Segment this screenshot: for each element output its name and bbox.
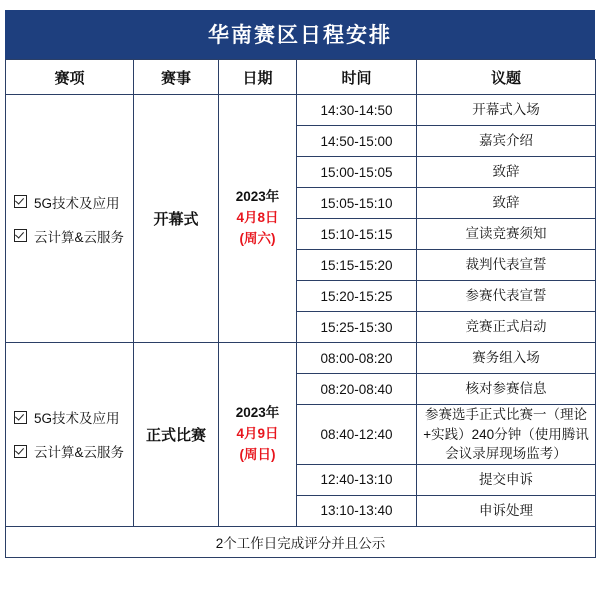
- checkbox-item[interactable]: [6, 434, 133, 468]
- row-time: 14:50-15:00: [297, 126, 417, 157]
- row-time: 12:40-13:10: [297, 464, 417, 495]
- checkbox-checked-icon[interactable]: [14, 445, 27, 458]
- checkbox-label: 5G技术及应用: [34, 195, 120, 211]
- column-header-item: 赛项: [6, 60, 134, 95]
- table-row: [6, 343, 596, 374]
- row-time: 14:30-14:50: [297, 95, 417, 126]
- checkbox-item[interactable]: [6, 400, 133, 434]
- row-topic: 参赛选手正式比赛一（理论+实践）240分钟（使用腾讯会议录屏现场监考）: [417, 405, 596, 465]
- checkbox-label: 云计算&云服务: [34, 229, 125, 245]
- checkbox-item[interactable]: [6, 185, 133, 219]
- column-header-topic: 议题: [417, 60, 596, 95]
- table-body: [6, 95, 596, 558]
- row-time: 15:05-15:10: [297, 188, 417, 219]
- table-row: [6, 95, 596, 126]
- row-time: 15:20-15:25: [297, 281, 417, 312]
- row-time: 15:00-15:05: [297, 157, 417, 188]
- section-event-opening: 开幕式: [134, 95, 219, 343]
- row-time: 08:00-08:20: [297, 343, 417, 374]
- row-topic: 致辞: [417, 157, 596, 188]
- row-topic: 开幕式入场: [417, 95, 596, 126]
- row-time: 15:10-15:15: [297, 219, 417, 250]
- table-row: [6, 526, 596, 557]
- checkbox-checked-icon[interactable]: [14, 411, 27, 424]
- row-time: 13:10-13:40: [297, 495, 417, 526]
- row-topic: 核对参赛信息: [417, 374, 596, 405]
- row-topic: 竞赛正式启动: [417, 312, 596, 343]
- checkbox-item[interactable]: [6, 219, 133, 253]
- table-header-row: [6, 60, 596, 95]
- row-topic: 嘉宾介绍: [417, 126, 596, 157]
- row-topic: 裁判代表宣誓: [417, 250, 596, 281]
- section-date-contest: [219, 343, 297, 527]
- row-topic: 致辞: [417, 188, 596, 219]
- row-time: 08:20-08:40: [297, 374, 417, 405]
- row-topic: 宣读竞赛须知: [417, 219, 596, 250]
- column-header-time: 时间: [297, 60, 417, 95]
- schedule-footnote: 2个工作日完成评分并且公示: [6, 526, 596, 557]
- page-title: 华南赛区日程安排: [5, 10, 595, 59]
- column-header-event: 赛事: [134, 60, 219, 95]
- date-line-day: 4月9日: [236, 425, 279, 441]
- checkbox-checked-icon[interactable]: [14, 229, 27, 242]
- column-header-date: 日期: [219, 60, 297, 95]
- date-line-day: 4月8日: [236, 210, 279, 226]
- row-topic: 提交申诉: [417, 464, 596, 495]
- row-time: 08:40-12:40: [297, 405, 417, 465]
- date-line-weekday: (周日): [239, 446, 276, 462]
- row-topic: 申诉处理: [417, 495, 596, 526]
- row-topic: 参赛代表宣誓: [417, 281, 596, 312]
- row-topic: 赛务组入场: [417, 343, 596, 374]
- checkbox-label: 5G技术及应用: [34, 411, 120, 427]
- section-items-contest: [6, 343, 134, 527]
- table-header: [6, 60, 596, 95]
- date-line-year: 2023年: [235, 404, 280, 420]
- checkbox-label: 云计算&云服务: [34, 445, 125, 461]
- section-date-opening: [219, 95, 297, 343]
- checkbox-checked-icon[interactable]: [14, 195, 27, 208]
- row-time: 15:25-15:30: [297, 312, 417, 343]
- schedule-table: [5, 59, 596, 558]
- date-line-year: 2023年: [235, 189, 280, 205]
- row-time: 15:15-15:20: [297, 250, 417, 281]
- section-items-opening: [6, 95, 134, 343]
- section-event-contest: 正式比赛: [134, 343, 219, 527]
- date-line-weekday: (周六): [239, 230, 276, 246]
